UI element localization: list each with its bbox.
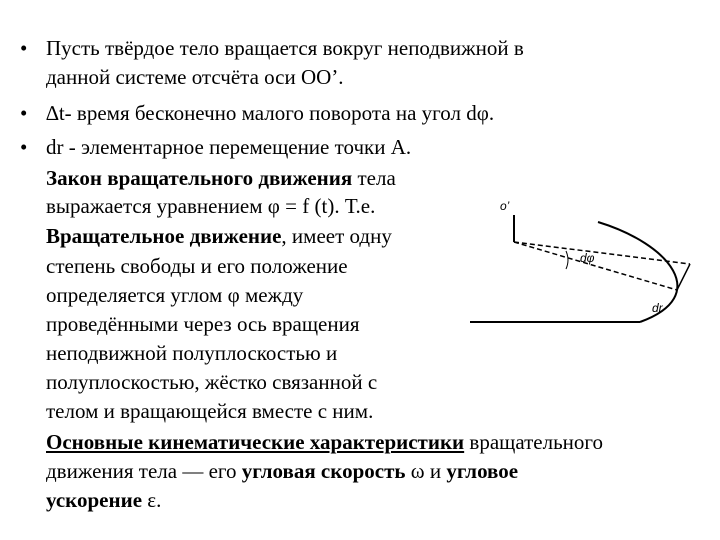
bullet-2: ∆t- время бесконечно малого поворота на угол dφ. (46, 101, 495, 125)
angle-label: dφ (580, 251, 595, 265)
paragraph-line-5: определяется углом φ между (46, 283, 304, 307)
bullet-1-line-2: данной системе отсчёта оси OO’. (46, 65, 344, 89)
paragraph-line-3: Вращательное движение, имеет одну (46, 224, 392, 248)
paragraph-line-6: проведёнными через ось вращения (46, 312, 360, 336)
kinematic-characteristics-heading: Основные кинематические характеристики (46, 430, 465, 454)
paragraph-line-8: полуплоскостью, жёстко связанной с (46, 370, 378, 394)
trajectory-arc (598, 222, 677, 322)
axis-label: o’ (500, 199, 510, 213)
bullet-1-line-1: Пусть твёрдое тело вращается вокруг неподвижной в (46, 36, 524, 60)
radius-line-1 (514, 242, 690, 264)
conclusion-line-3: ускорение ε. (46, 488, 162, 512)
law-of-rotation-term: Закон вращательного движения (46, 166, 353, 190)
angle-arc (566, 251, 568, 269)
paragraph-line-2: выражается уравнением φ = f (t). Т.е. (46, 194, 376, 218)
bullet-3: dr - элементарное перемещение точки A. (46, 135, 412, 159)
bullet-marker: • (20, 101, 28, 125)
paragraph-line-9: телом и вращающейся вместе с ним. (46, 399, 374, 423)
paragraph-line-1: Закон вращательного движения тела (46, 166, 396, 190)
bullet-marker: • (20, 36, 28, 60)
bullet-marker: • (20, 135, 28, 159)
paragraph-line-7: неподвижной полуплоскостью и (46, 341, 338, 365)
conclusion-line-1: Основные кинематические характеристики вращательного (46, 430, 603, 454)
conclusion-line-2: движения тела — его угловая скорость ω и угловое (46, 459, 519, 483)
paragraph-line-4: степень свободы и его положение (46, 254, 348, 278)
displacement-label: dr (652, 301, 663, 315)
rotational-motion-term: Вращательное движение (46, 224, 282, 248)
displacement-vector (677, 264, 690, 290)
